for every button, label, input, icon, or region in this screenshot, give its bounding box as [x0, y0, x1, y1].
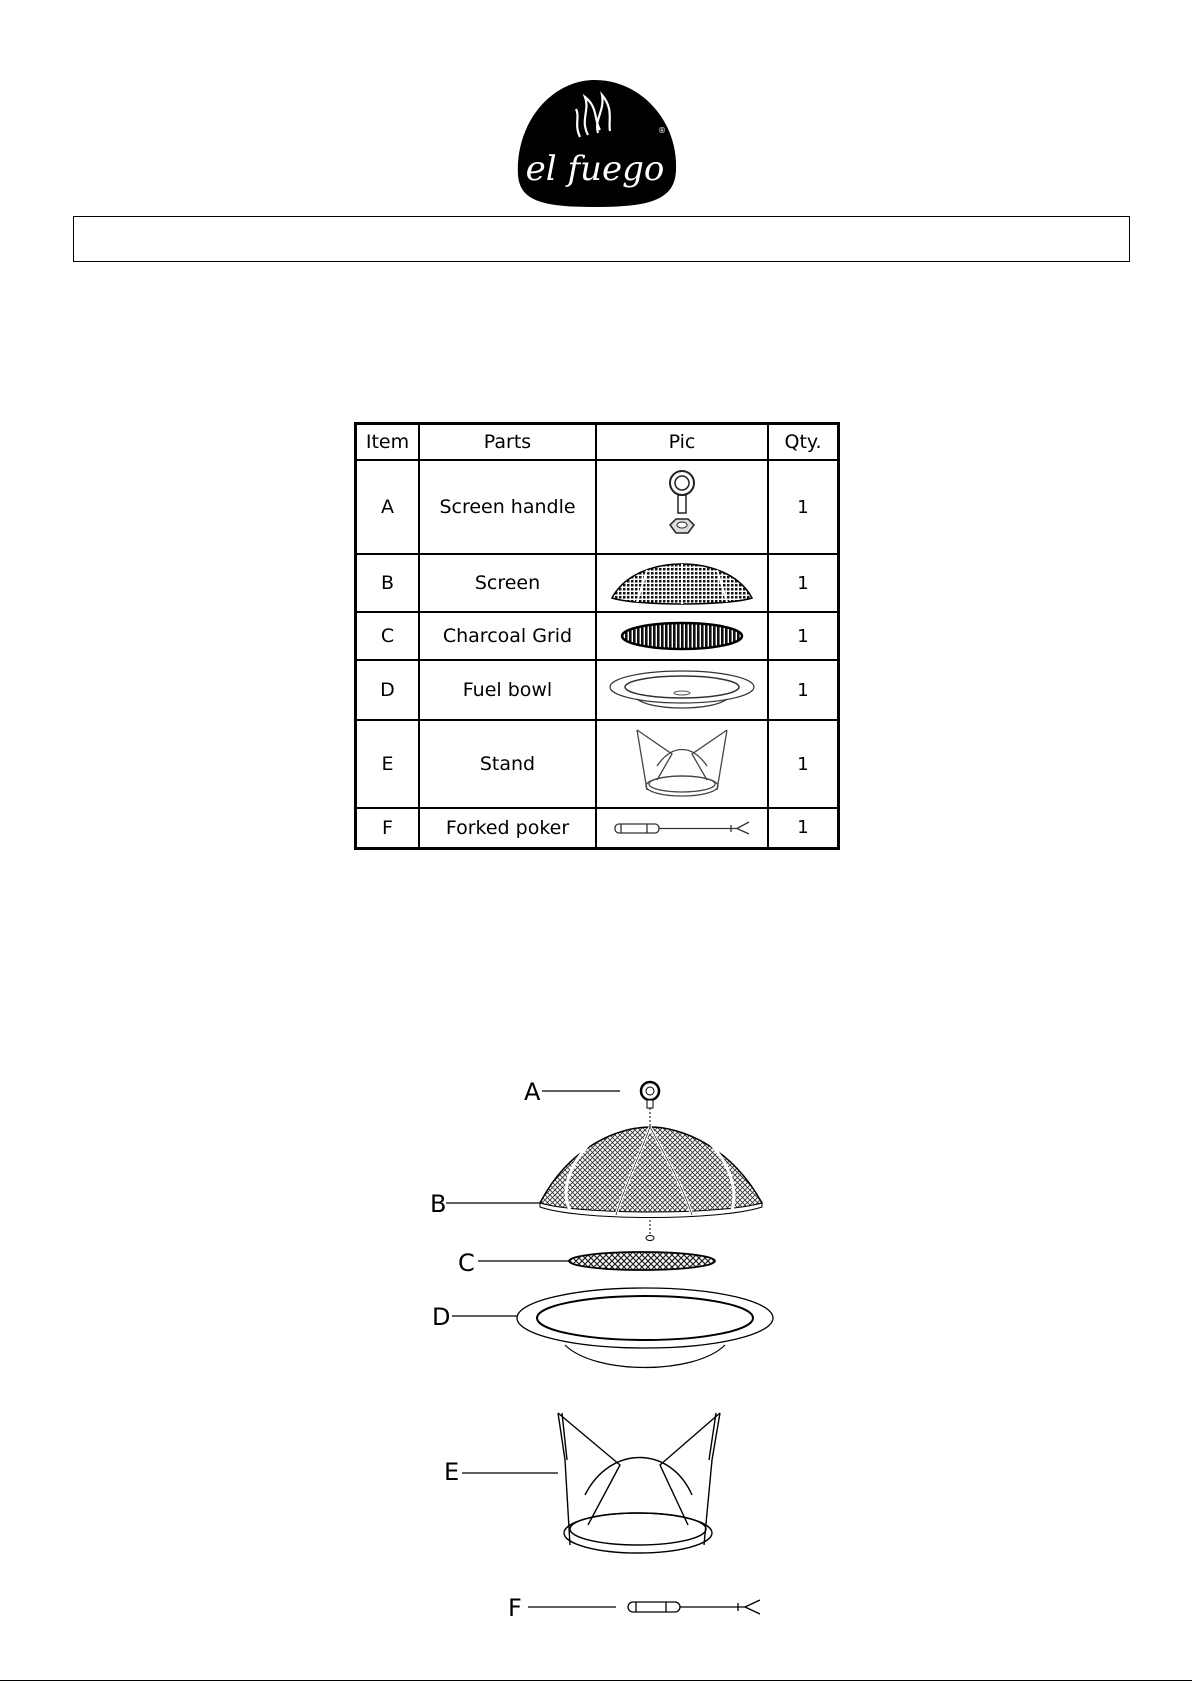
item-letter: B [356, 554, 420, 612]
charcoal-grid-icon [617, 620, 747, 652]
exploded-assembly-diagram [420, 1075, 820, 1635]
item-letter: E [356, 720, 420, 808]
label-f: F [508, 1594, 522, 1622]
diagram-part-d [432, 1288, 773, 1368]
quantity: 1 [768, 660, 839, 720]
screen-handle-icon [652, 467, 712, 547]
item-letter: A [356, 460, 420, 554]
quantity: 1 [768, 612, 839, 660]
table-header-row [356, 424, 839, 461]
logo-text: el fuego [525, 149, 665, 189]
fuel-bowl-icon [607, 667, 757, 713]
header-item: Item [356, 424, 420, 461]
label-d: D [432, 1303, 451, 1331]
label-a: A [524, 1078, 541, 1106]
table-row [356, 460, 839, 554]
quantity: 1 [768, 808, 839, 848]
page-bottom-rule [0, 1680, 1192, 1681]
item-letter: D [356, 660, 420, 720]
header-pic: Pic [596, 424, 768, 461]
part-name: Screen handle [419, 460, 596, 554]
quantity: 1 [768, 460, 839, 554]
diagram-part-a [524, 1078, 659, 1127]
table-row [356, 612, 839, 660]
table-row [356, 554, 839, 612]
parts-table [354, 422, 840, 850]
part-name: Charcoal Grid [419, 612, 596, 660]
item-letter: C [356, 612, 420, 660]
el-fuego-logo [510, 75, 680, 210]
part-name: Fuel bowl [419, 660, 596, 720]
quantity: 1 [768, 554, 839, 612]
forked-poker-icon [607, 816, 757, 840]
part-name: Screen [419, 554, 596, 612]
item-letter: F [356, 808, 420, 848]
quantity: 1 [768, 720, 839, 808]
table-row [356, 720, 839, 808]
part-name: Stand [419, 720, 596, 808]
table-row [356, 808, 839, 848]
diagram-part-e [444, 1413, 720, 1553]
label-c: C [458, 1249, 475, 1277]
diagram-part-c [458, 1249, 715, 1277]
label-b: B [430, 1190, 447, 1218]
svg-text:®: ® [658, 126, 666, 135]
screen-icon [607, 560, 757, 606]
title-box [73, 216, 1130, 262]
stand-icon [627, 724, 737, 804]
label-e: E [444, 1458, 460, 1486]
header-parts: Parts [419, 424, 596, 461]
header-qty: Qty. [768, 424, 839, 461]
diagram-part-f [508, 1594, 760, 1622]
diagram-part-b [430, 1127, 762, 1241]
table-row [356, 660, 839, 720]
part-name: Forked poker [419, 808, 596, 848]
